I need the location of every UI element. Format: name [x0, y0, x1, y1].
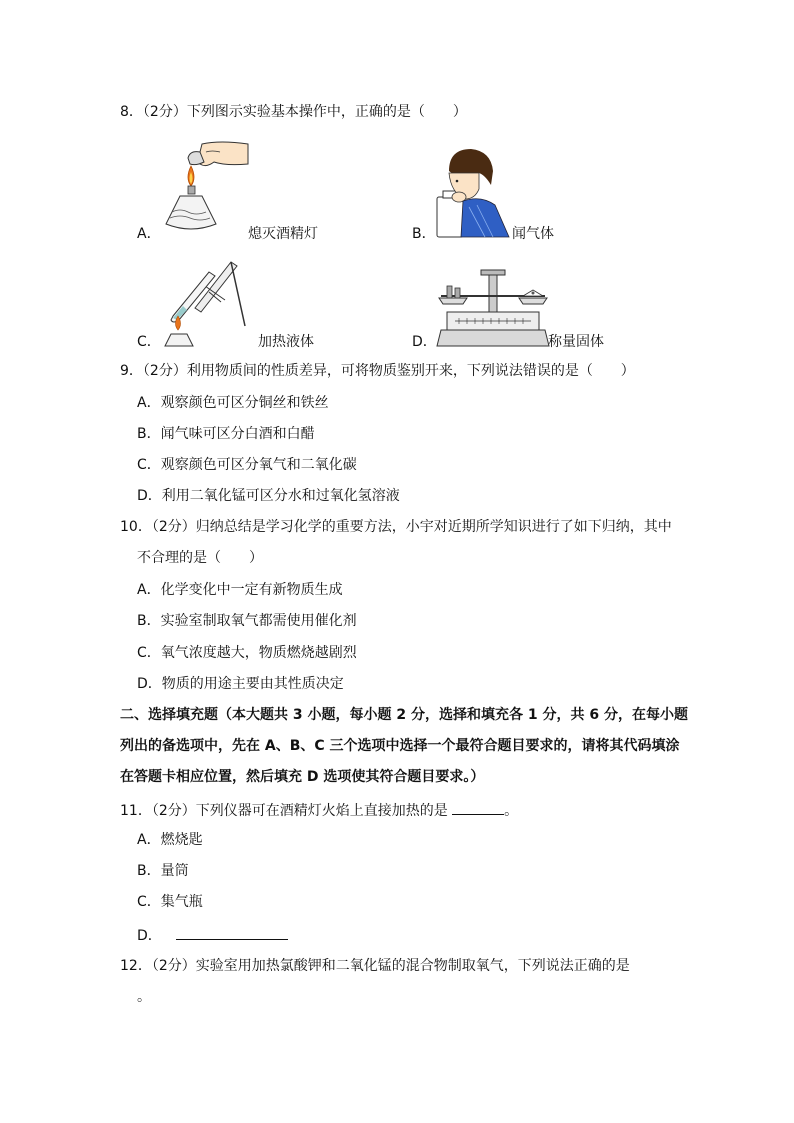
- option-b-caption: 闻气体: [512, 226, 554, 242]
- q11-option-c: C．集气瓶: [137, 894, 203, 910]
- figure-weigh-solid: [435, 268, 551, 348]
- q10-option-d: D．物质的用途主要由其性质决定: [137, 676, 344, 692]
- q12-stem-line2: 。: [137, 989, 151, 1005]
- q10-option-c: C．氧气浓度越大，物质燃烧越剧烈: [137, 645, 357, 661]
- q11-option-b: B．量筒: [137, 863, 189, 879]
- q9-option-b: B．闻气味可区分白酒和白醋: [137, 426, 315, 442]
- q11-option-d: [137, 925, 288, 945]
- q11-option-a: A．燃烧匙: [137, 832, 203, 848]
- q8-stem: 8．（2分）下列图示实验基本操作中，正确的是（ ）: [120, 104, 467, 120]
- option-a-caption: 熄灭酒精灯: [248, 226, 318, 242]
- option-c-letter: C．: [137, 334, 161, 350]
- section2-line2: 列出的备选项中，先在 A、B、C 三个选项中选择一个最符合题目要求的，请将其代码填涂: [120, 738, 680, 754]
- q9-option-d: D．利用二氧化锰可区分水和过氧化氢溶液: [137, 488, 400, 504]
- q11-stem-end: 。: [504, 803, 519, 819]
- section2-line1: 二、选择填充题（本大题共 3 小题，每小题 2 分，选择和填充各 1 分，共 6 分，在每小题: [120, 707, 688, 723]
- q10-stem-line2: 不合理的是（ ）: [137, 550, 263, 566]
- q9-option-c: C．观察颜色可区分氧气和二氧化碳: [137, 457, 357, 473]
- q11-answer-blank[interactable]: [452, 800, 504, 815]
- figure-extinguish-lamp: [160, 138, 252, 238]
- q12-stem-line1: 12．（2分）实验室用加热氯酸钾和二氧化锰的混合物制取氧气，下列说法正确的是: [120, 958, 630, 974]
- option-c-caption: 加热液体: [258, 334, 314, 350]
- q11-option-d-blank[interactable]: [176, 925, 288, 940]
- q10-stem-line1: 10．（2分）归纳总结是学习化学的重要方法，小宇对近期所学知识进行了如下归纳，其中: [120, 519, 672, 535]
- q11-stem: [120, 800, 518, 820]
- option-a-letter: A．: [137, 226, 161, 242]
- q10-option-b: B．实验室制取氧气都需使用催化剂: [137, 613, 357, 629]
- q9-stem: 9．（2分）利用物质间的性质差异，可将物质鉴别开来，下列说法错误的是（ ）: [120, 363, 635, 379]
- q11-stem-text: 11．（2分）下列仪器可在酒精灯火焰上直接加热的是: [120, 803, 453, 819]
- q9-option-a: A．观察颜色可区分铜丝和铁丝: [137, 395, 329, 411]
- option-b-letter: B．: [412, 226, 436, 242]
- figure-heat-liquid: [165, 256, 245, 348]
- figure-smell-gas: [435, 145, 515, 237]
- q11-option-d-letter: D．: [137, 928, 162, 944]
- section2-line3: 在答题卡相应位置，然后填充 D 选项使其符合题目要求。）: [120, 769, 485, 785]
- option-d-caption: 称量固体: [548, 334, 604, 350]
- option-d-letter: D．: [412, 334, 437, 350]
- q10-option-a: A．化学变化中一定有新物质生成: [137, 582, 343, 598]
